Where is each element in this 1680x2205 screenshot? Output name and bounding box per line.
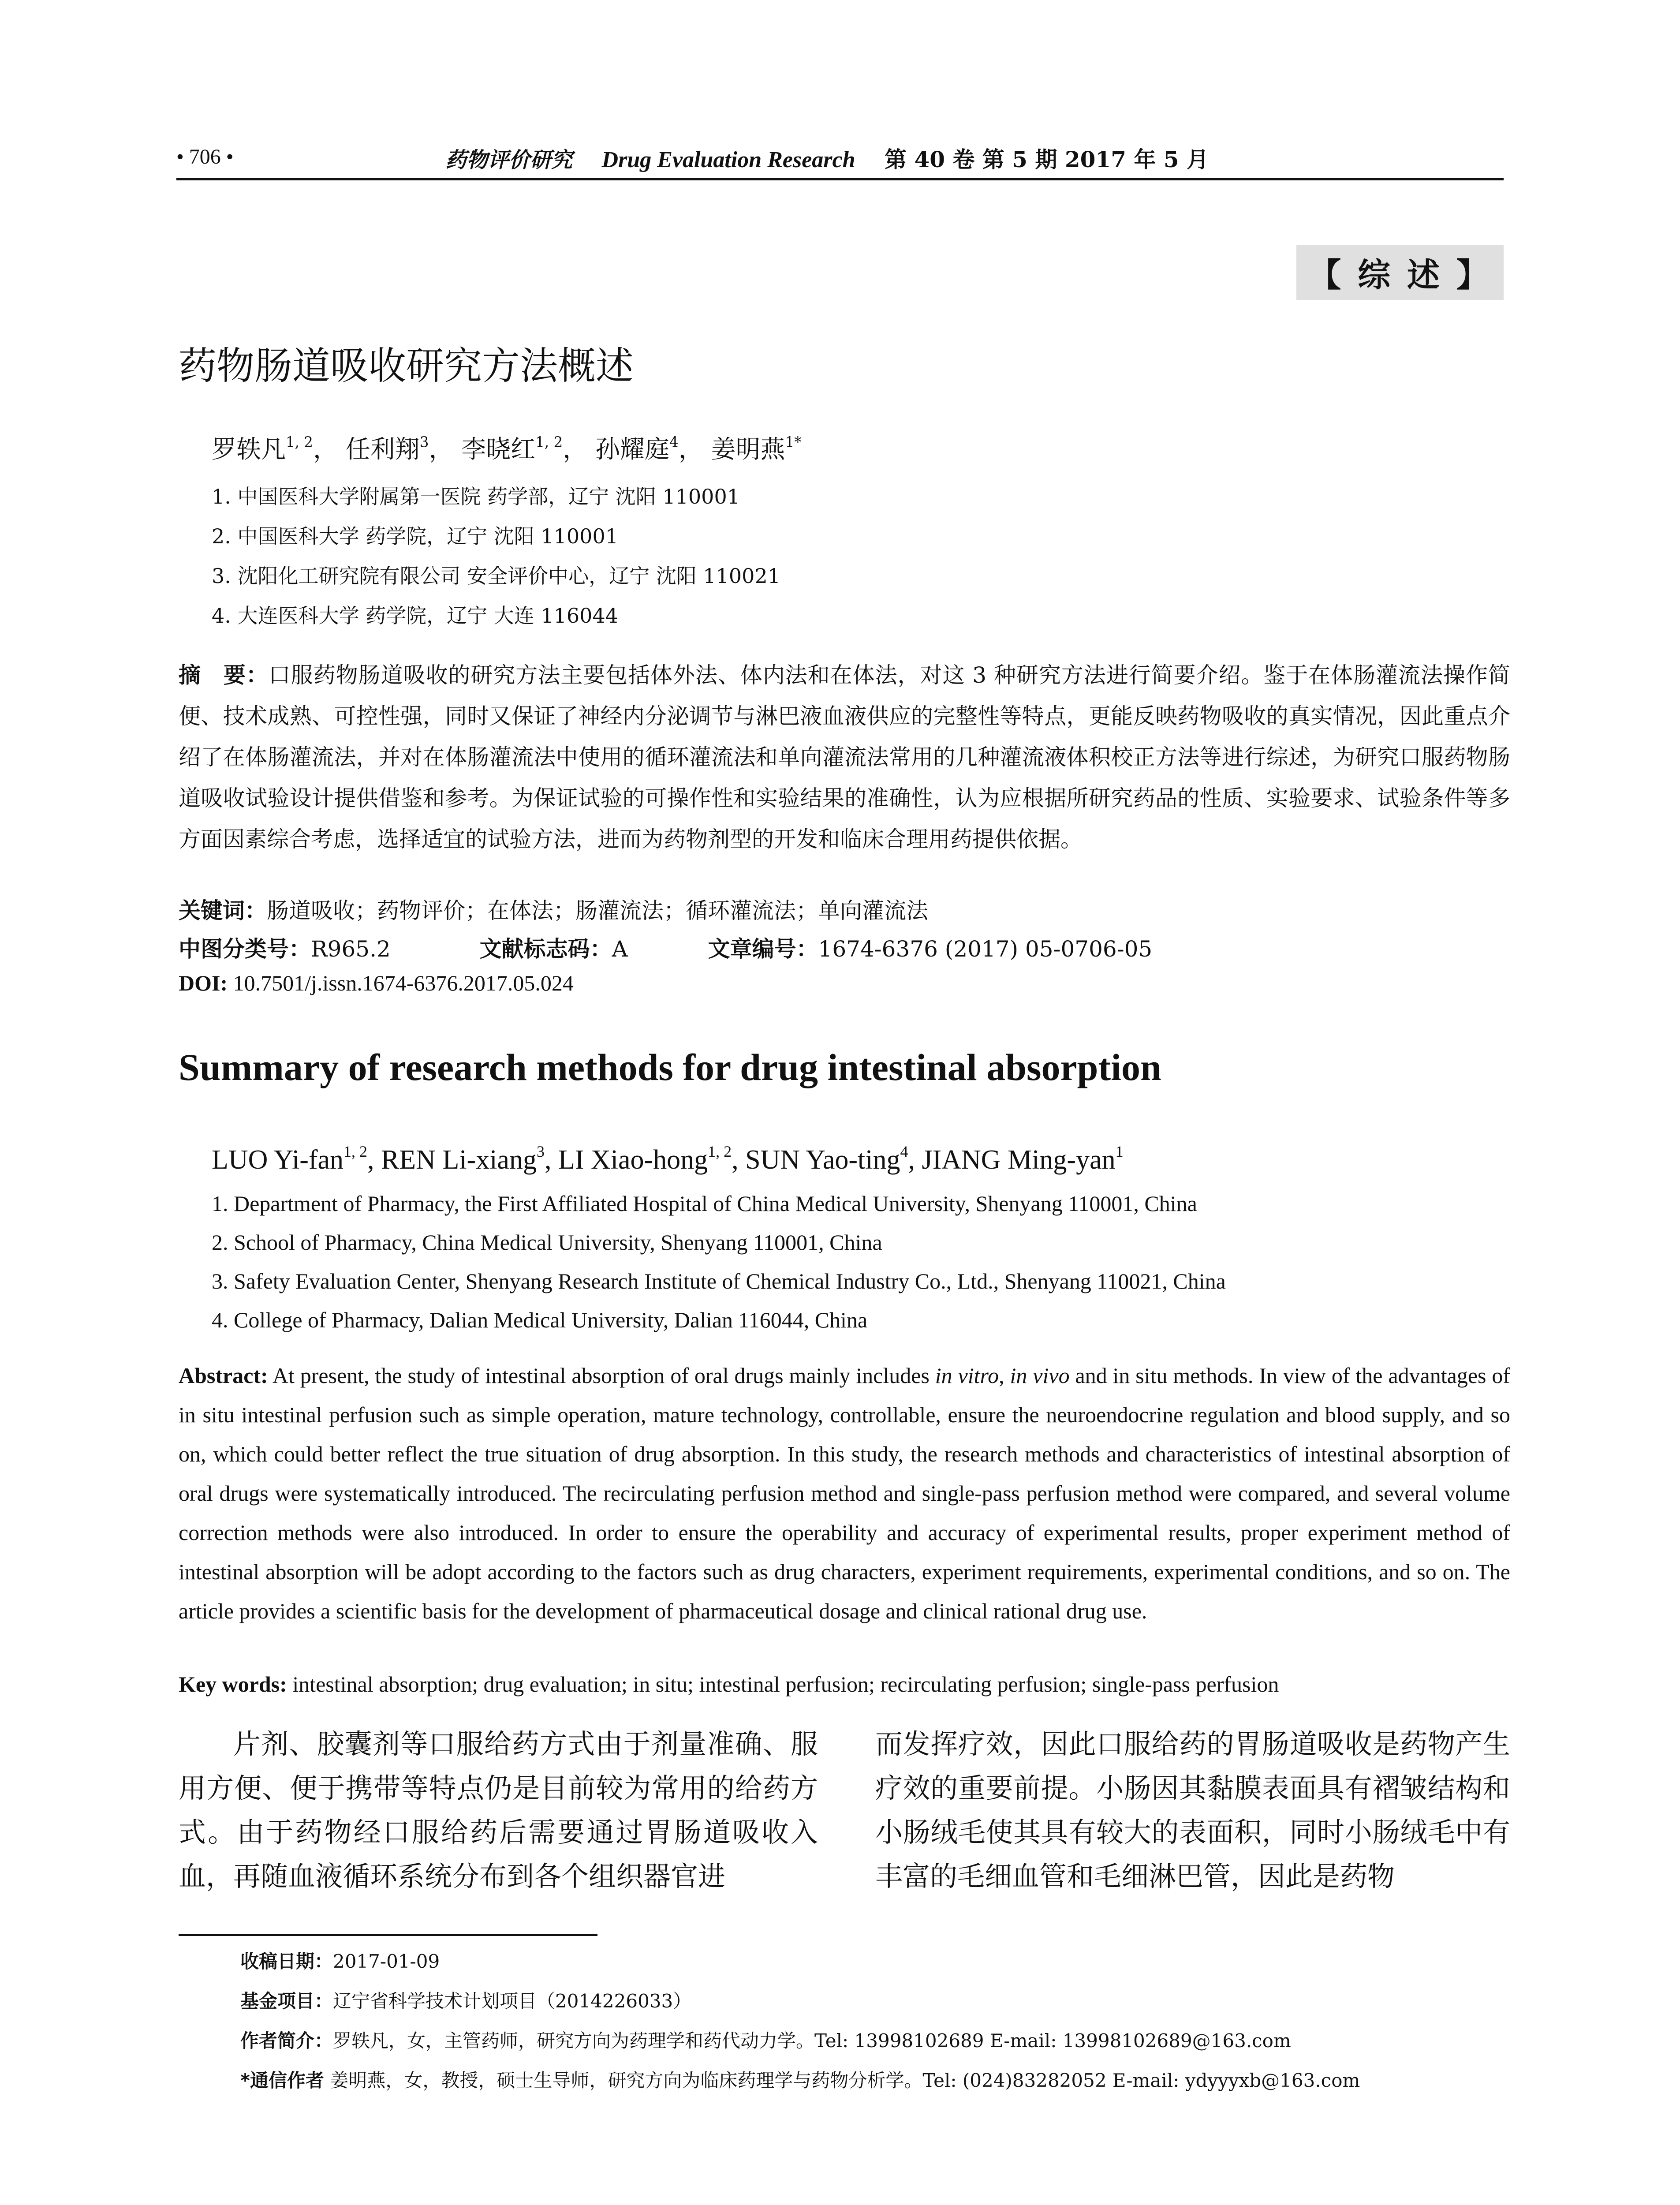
author-name: 李晓红: [461, 435, 536, 464]
article-title-cn: 药物肠道吸收研究方法概述: [179, 344, 634, 388]
abstract-en-italic: in vivo: [1010, 1363, 1070, 1388]
authors-cn: 罗轶凡$^{1, 2}$， 任利翔$^3$， 李晓红$^{1, 2}$， 孙耀庭$^4$， 姜明燕$^{1*}$: [212, 434, 802, 464]
author-sup: 3: [536, 1143, 545, 1160]
page-number: • 706 •: [176, 145, 234, 168]
footnote-text: 2017-01-09: [333, 1951, 440, 1972]
abstract-en-text: and in situ methods. In view of the advantages of in situ intestinal perfusion such as simple operation, mature technology, controllable, ensure the neuroendocrine regulation and blood supply, and so on, which could better reflect the true situation of drug absorption. In this study, the research methods and characteristics of intestinal absorption of oral drugs were systematically introduced. The recirculating perfusion method and single-pass perfusion method were compared, and several volume correction methods were also introduced. In order to ensure the operability and accuracy of experimental results, proper experiment method of intestinal absorption will be adopt according to the factors such as drug characters, experiment requirements, experimental conditions, and so on. The article provides a scientific basis for the development of pharmaceutical dosage and clinical rational drug use.: [179, 1363, 1510, 1623]
affiliation-en: 4. College of Pharmacy, Dalian Medical University, Dalian 116044, China: [212, 1308, 868, 1332]
author-name: 任利翔: [345, 435, 420, 464]
clc-value: R965.2: [311, 936, 391, 962]
keywords-cn: [179, 893, 928, 925]
classification-line: [179, 931, 1152, 963]
keywords-en: [179, 1671, 1279, 1697]
running-header: [445, 142, 1209, 174]
affiliation-en: 3. Safety Evaluation Center, Shenyang Research Institute of Chemical Industry Co., Ltd., Shenyang 110021, China: [212, 1269, 1226, 1293]
footnote-text: 姜明燕，女，教授，硕士生导师，研究方向为临床药理学与药物分析学。Tel: (024)83282052 E-mail: ydyyyxb@163.com: [324, 2070, 1360, 2091]
abstract-en: [179, 1356, 1510, 1631]
affiliation-cn: 1. 中国医科大学附属第一医院 药学部，辽宁 沈阳 110001: [212, 485, 740, 508]
body-column-left: 片剂、胶囊剂等口服给药方式由于剂量准确、服用方便、便于携带等特点仍是目前较为常用的给药方式。由于药物经口服给药后需要通过胃肠道吸收入血，再随血液循环系统分布到各个组织器官进: [179, 1728, 818, 1892]
abstract-cn-label: 摘 要：: [179, 662, 269, 688]
footnote-label: *通信作者: [240, 2070, 324, 2091]
doi-line: [179, 970, 574, 996]
body-column-right: 而发挥疗效，因此口服给药的胃肠道吸收是药物产生疗效的重要前提。小肠因其黏膜表面具有褶皱结构和小肠绒毛使其具有较大的表面积，同时小肠绒毛中有丰富的毛细血管和毛细淋巴管，因此是药物: [875, 1728, 1510, 1892]
affiliation-cn: 2. 中国医科大学 药学院，辽宁 沈阳 110001: [212, 524, 618, 548]
keywords-cn-label: 关键词：: [179, 898, 267, 923]
footnote-text: 辽宁省科学技术计划项目（2014226033）: [333, 1990, 692, 2012]
article-no-label: 文章编号：: [708, 936, 818, 962]
authors-en: LUO Yi-fan$^{1, 2}$, REN Li-xiang$^3$, LI Xiao-hong$^{1, 2}$, SUN Yao-ting$^4$, JIANG Ming-yan$^1$: [212, 1143, 1124, 1175]
author-name: LUO Yi-fan: [212, 1144, 344, 1175]
keywords-en-text: intestinal absorption; drug evaluation; in situ; intestinal perfusion; recirculating perfusion; single-pass perfusion: [287, 1672, 1279, 1697]
footnote-text: 罗轶凡，女，主管药师，研究方向为药理学和药代动力学。Tel: 13998102689 E-mail: 13998102689@163.com: [333, 2030, 1291, 2052]
affiliation-en: 2. School of Pharmacy, China Medical University, Shenyang 110001, China: [212, 1230, 882, 1255]
header-rule: [176, 178, 1504, 180]
author-sup: 1, 2: [286, 434, 313, 451]
affiliation-cn: 4. 大连医科大学 药学院，辽宁 大连 116044: [212, 604, 618, 628]
footnote-author-bio: [240, 2026, 1291, 2053]
author-name: 姜明燕: [711, 435, 785, 464]
doc-code-label: 文献标志码：: [479, 936, 612, 962]
section-tag: 【 综 述 】: [1296, 245, 1504, 300]
author-sup: 1, 2: [708, 1143, 732, 1160]
footnote-received: [240, 1947, 440, 1973]
abstract-en-label: Abstract:: [179, 1363, 268, 1388]
author-sup: 1*: [785, 434, 802, 451]
author-name: LI Xiao-hong: [558, 1144, 708, 1175]
doc-code-value: A: [612, 936, 628, 962]
author-sup: 4: [900, 1143, 908, 1160]
abstract-cn: [179, 655, 1510, 860]
issue-info: 第 40 卷 第 5 期 2017 年 5 月: [885, 146, 1209, 172]
affiliation-cn: 3. 沈阳化工研究院有限公司 安全评价中心，辽宁 沈阳 110021: [212, 564, 780, 588]
author-sup: 1: [1115, 1143, 1124, 1160]
author-sup: 1, 2: [535, 434, 563, 451]
author-sup: 4: [669, 434, 679, 451]
author-sup: 3: [419, 434, 429, 451]
author-name: JIANG Ming-yan: [922, 1144, 1116, 1175]
abstract-cn-text: 口服药物肠道吸收的研究方法主要包括体外法、体内法和在体法，对这 3 种研究方法进行简要介绍。鉴于在体肠灌流法操作简便、技术成熟、可控性强，同时又保证了神经内分泌调节与淋巴液血液供应的完整性等特点，更能反映药物吸收的真实情况，因此重点介绍了在体肠灌流法，并对在体肠灌流法中使用的循环灌流法和单向灌流法常用的几种灌流液体积校正方法等进行综述，为研究口服药物肠道吸收试验设计提供借鉴和参考。为保证试验的可操作性和实验结果的准确性，认为应根据所研究药品的性质、实验要求、试验条件等多方面因素综合考虑，选择适宜的试验方法，进而为药物剂型的开发和临床合理用药提供依据。: [179, 662, 1510, 852]
author-sup: 1, 2: [343, 1143, 367, 1160]
author-name: SUN Yao-ting: [745, 1144, 900, 1175]
keywords-en-label: Key words:: [179, 1672, 287, 1697]
abstract-en-text: At present, the study of intestinal absorption of oral drugs mainly includes: [268, 1363, 935, 1388]
article-no-value: 1674-6376 (2017) 05-0706-05: [818, 936, 1153, 962]
abstract-en-italic: in vitro: [935, 1363, 999, 1388]
doi-label: DOI:: [179, 971, 228, 995]
footnote-fund: [240, 1987, 691, 2013]
abstract-en-text: ,: [999, 1363, 1010, 1388]
footnote-label: 收稿日期：: [240, 1951, 333, 1972]
journal-name-cn: 药物评价研究: [445, 148, 573, 172]
keywords-cn-text: 肠道吸收；药物评价；在体法；肠灌流法；循环灌流法；单向灌流法: [267, 898, 928, 923]
article-title-en: Summary of research methods for drug intestinal absorption: [179, 1046, 1161, 1088]
doi-value: 10.7501/j.issn.1674-6376.2017.05.024: [233, 971, 574, 995]
journal-name-en: Drug Evaluation Research: [601, 147, 855, 172]
author-name: 孙耀庭: [595, 435, 670, 464]
clc-label: 中图分类号：: [179, 936, 311, 962]
footnote-rule: [179, 1934, 597, 1936]
footnote-label: 基金项目：: [240, 1990, 333, 2012]
author-name: REN Li-xiang: [381, 1144, 537, 1175]
footnote-label: 作者简介：: [240, 2030, 333, 2052]
footnote-corresponding: [240, 2066, 1360, 2093]
author-name: 罗轶凡: [212, 435, 286, 464]
affiliation-en: 1. Department of Pharmacy, the First Affiliated Hospital of China Medical University, Shenyang 110001, China: [212, 1191, 1197, 1216]
